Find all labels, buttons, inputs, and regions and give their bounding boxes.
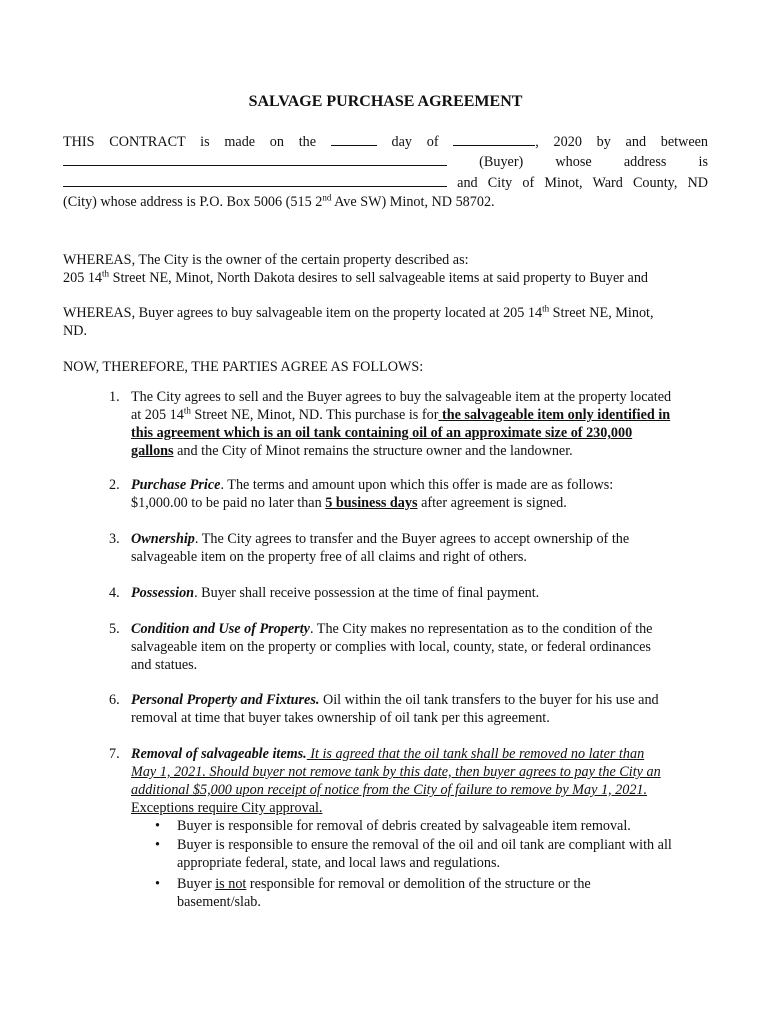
whereas-2-line-1: WHEREAS, Buyer agrees to buy salvageable item on the property located at 205 14th Street NE, Minot,	[63, 303, 654, 321]
whereas-1-line-1: WHEREAS, The City is the owner of the certain property described as:	[63, 252, 469, 268]
bullet-list	[155, 817, 715, 911]
document-title: SALVAGE PURCHASE AGREEMENT	[248, 93, 523, 110]
buyer-name-blank[interactable]	[63, 152, 447, 166]
intro-line-3: and City of Minot, Ward County, ND	[63, 173, 708, 192]
intro-line-4: (City) whose address is P.O. Box 5006 (515 2nd Ave SW) Minot, ND 58702.	[63, 192, 495, 210]
whereas-2-line-2: ND.	[63, 323, 88, 339]
date-day-blank[interactable]	[331, 132, 377, 146]
intro-line-2: (Buyer) whose address is	[63, 152, 708, 171]
buyer-address-blank[interactable]	[63, 173, 447, 187]
bullet-icon: •	[155, 837, 160, 853]
bullet-icon: •	[155, 818, 160, 834]
bullet-item-3: • Buyer is not responsible for removal or demolition of the structure or the basement/slab.	[155, 876, 591, 910]
intro-line-1: THIS CONTRACT is made on the day of , 2020 by and between	[63, 134, 709, 150]
bullet-item-2: • Buyer is responsible to ensure the removal of the oil and oil tank are compliant with all appropriate federal, state, and local laws and regulations.	[155, 837, 672, 871]
date-month-blank[interactable]	[453, 132, 535, 146]
bullet-item-1: • Buyer is responsible for removal of debris created by salvageable item removal.	[155, 818, 631, 834]
bullet-icon: •	[155, 876, 160, 892]
whereas-1-line-2: 205 14th Street NE, Minot, North Dakota desires to sell salvageable items at said property to Buyer and	[63, 268, 649, 286]
now-therefore-heading: NOW, THEREFORE, THE PARTIES AGREE AS FOLLOWS:	[63, 359, 424, 375]
